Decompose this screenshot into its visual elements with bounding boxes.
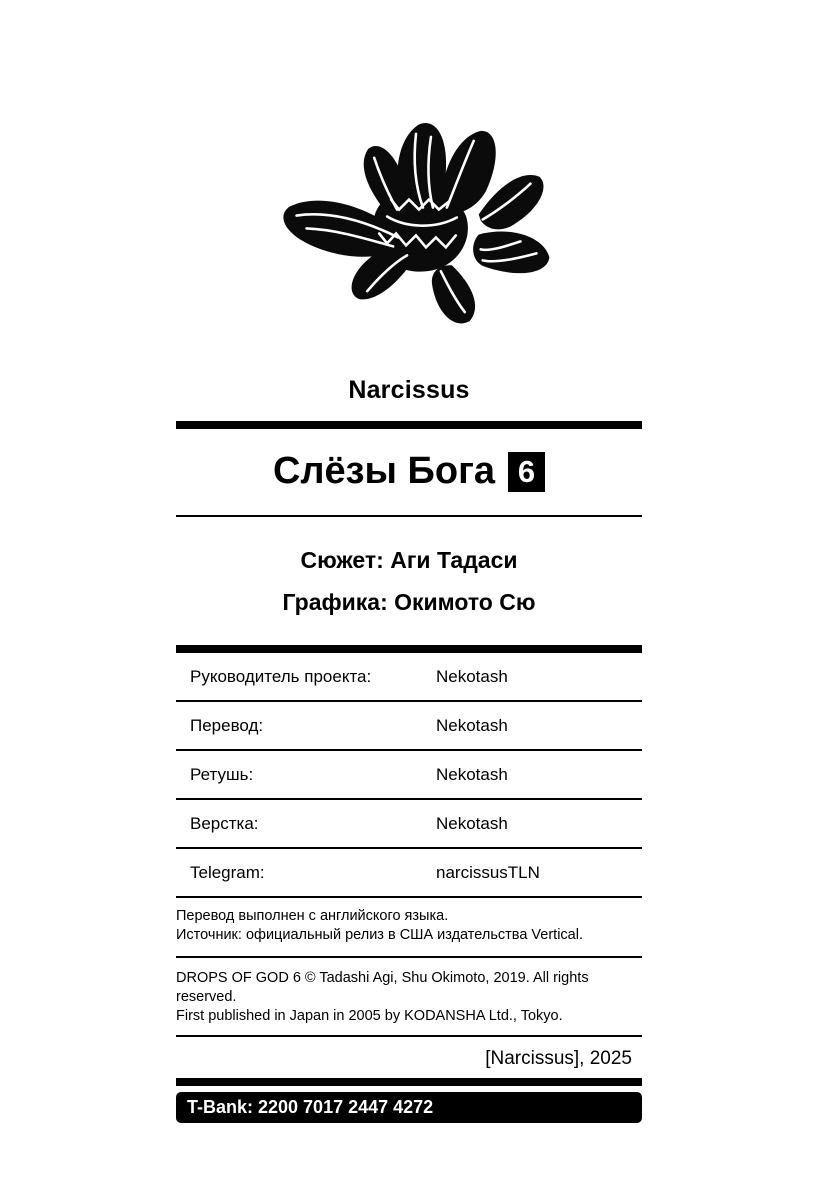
divider-thick-top: [176, 421, 642, 429]
staff-role-label: Перевод:: [190, 715, 264, 735]
copyright-line1: DROPS OF GOD 6 © Tadashi Agi, Shu Okimoto, 2019. All rights reserved.: [176, 970, 589, 1005]
story-author-line: Сюжет: Аги Тадаси: [300, 547, 518, 573]
group-signature: [Narcissus], 2025: [485, 1048, 632, 1069]
art-author-line: Графика: Окимото Сю: [282, 589, 536, 615]
scanlation-group-name: Narcissus: [348, 376, 470, 404]
table-row-retouch: [176, 751, 642, 800]
staff-role-label: Ретушь:: [190, 764, 254, 784]
authors-block: [176, 517, 642, 645]
staff-person-value: Nekotash: [436, 666, 508, 686]
translation-note-line2: Источник: официальный релиз в США издательства Vertical.: [176, 927, 583, 943]
staff-person-value: Nekotash: [436, 764, 508, 784]
table-row-typesetting: [176, 800, 642, 849]
table-row-translation: [176, 702, 642, 751]
copyright-line2: First published in Japan in 2005 by KODANSHA Ltd., Tokyo.: [176, 1008, 563, 1024]
staff-role-label: Руководитель проекта:: [190, 666, 372, 686]
divider-thick-staff: [176, 645, 642, 653]
telegram-handle: narcissusTLN: [436, 862, 540, 882]
staff-role-label: Telegram:: [190, 862, 265, 882]
narcissus-flower-icon: [275, 116, 555, 330]
staff-person-value: Nekotash: [436, 715, 508, 735]
book-title-row: [176, 429, 642, 515]
table-row-project-lead: [176, 653, 642, 702]
bank-donation-bar: T-Bank: 2200 7017 2447 4272: [176, 1092, 642, 1123]
volume-number-badge: 6: [508, 452, 545, 492]
staff-credits-table: [176, 653, 642, 898]
translation-notes: [176, 898, 642, 956]
staff-role-label: Верстка:: [190, 813, 259, 833]
copyright-block: [176, 958, 642, 1035]
staff-person-value: Nekotash: [436, 813, 508, 833]
divider-thick-bottom: [176, 1078, 642, 1086]
table-row-telegram: [176, 849, 642, 898]
narcissus-flower-illustration: [275, 116, 555, 330]
translation-note-line1: Перевод выполнен с английского языка.: [176, 908, 449, 924]
book-title: Слёзы Бога: [272, 450, 496, 492]
